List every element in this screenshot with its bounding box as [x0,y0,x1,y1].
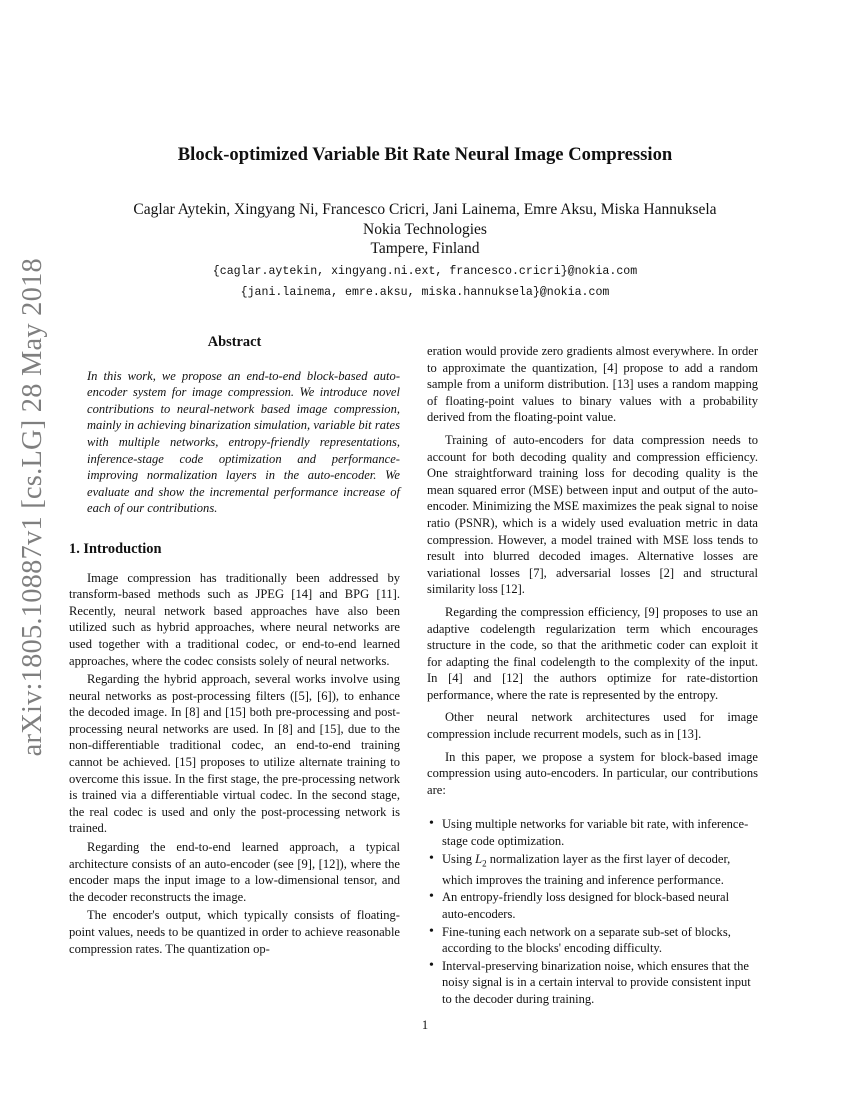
author-block [0,200,850,259]
body-paragraph: In this paper, we propose a system for block-based image compression using auto-encoders. In particular, our contributions are: [427,749,758,797]
abstract-body [69,368,400,517]
paper-title: Block-optimized Variable Bit Rate Neural Image Compression [177,144,673,165]
section-heading-introduction: 1. Introduction [69,540,162,557]
left-column [69,334,400,957]
email-line: {caglar.aytekin, xingyang.ni.ext, francesco.cricri}@nokia.com [212,265,638,278]
body-paragraph: Training of auto-encoders for data compression needs to account for both decoding quality and compression efficiency. One straightforward training loss for decoding quality is the mean squared error (MSE) between input and output of the auto-encoder. Minimizing the MSE maximizes the peak signal to noise ratio (PSNR), which is a widely used evaluation metric in data compression. However, a model trained with MSE loss tends to result into blurred decoded images. Alternative losses are variational losses [7], adversarial losses [2] and structural similarity loss [12]. [427,432,758,597]
affiliation: Nokia Technologies [363,220,487,238]
list-item: • An entropy-friendly loss designed for block-based neural auto-encoders. [427,889,758,922]
right-column [427,343,758,1008]
intro-paragraph: Regarding the hybrid approach, several works involve using neural networks as post-processing filters ([5], [6]), to enhance the decoded image. In [8] and [15] both pre-processing and post-processing neural networks are used. In [8] and [15], due to the non-differentiable traditional codec, an end-to-end training cannot be achieved. [15] proposes to utilize alternate training to overcome this issue. In the first stage, the pre-processing network is trained via a differentiable virtual codec. In the second stage, the real codec is used and only the post-processing network is trained. [69,672,400,836]
list-item-prefix: Using [442,851,476,866]
math-subscript: 2 [482,858,487,869]
email-line: {jani.lainema, emre.aksu, miska.hannuksela}@nokia.com [240,286,610,299]
body-paragraph: Other neural network architectures used for image compression include recurrent models, such as in [13]. [427,710,758,742]
body-paragraph: Regarding the compression efficiency, [9] proposes to use an adaptive codelength regularization term which encourages structure in the code, so that the arithmetic coder can exploit it for adapting the final codelength to the complexity of the input. In [4] and [12] the authors optimize for rate-distortion performance, where the rate is represented by the entropy. [427,604,758,702]
intro-paragraph: Image compression has traditionally been addressed by transform-based methods such as JPEG [14] and BPG [11]. Recently, neural network based approaches have also been utilized such as hybrid approaches, where neural networks are used together with a traditional codec, or end-to-end learned approaches, where the codec consists solely of neural networks. [69,570,400,668]
arxiv-identifier: arXiv:1805.10887v1 [cs.LG] 28 May 2018 [17,258,48,757]
email-block [0,261,850,303]
list-item: • Using multiple networks for variable bit rate, with inference-stage code optimization. [427,816,758,849]
list-item [427,851,758,889]
math-symbol: L [475,851,483,866]
list-item: • Interval-preserving binarization noise, which ensures that the noisy signal is in a certain interval to provide consistent input to the decoder during training. [427,958,758,1008]
contribution-list [427,816,758,1007]
abstract-text: In this work, we propose an end-to-end block-based auto-encoder system for image compression. We introduce novel contributions to neural-network based image compression, mainly in achieving binarization simulation, variable bit rates with multiple networks, entropy-friendly representations, inference-stage code optimization and performance-improving normalization layers in the auto-encoder. We evaluate and show the incremental performance increase of each of our contributions. [87,368,400,516]
intro-paragraph: The encoder's output, which typically consists of floating-point values, needs to be quantized in order to achieve reasonable compression rates. The quantization op- [69,908,400,956]
location: Tampere, Finland [370,240,480,257]
list-item: • Fine-tuning each network on a separate sub-set of blocks, according to the blocks' encoding difficulty. [427,924,758,957]
abstract-heading: Abstract [207,334,262,350]
intro-paragraph: Regarding the end-to-end learned approach, a typical architecture consists of an auto-encoder (see [9], [12]), where the encoder maps the input image to a low-dimensional tensor, and the decoder reconstructs the image. [69,840,400,904]
author-list: Caglar Aytekin, Xingyang Ni, Francesco Cricri, Jani Lainema, Emre Aksu, Miska Hannuksela [133,201,717,218]
page-number: 1 [421,1018,429,1032]
list-item-text: normalization layer as the first layer of decoder, which improves the training and inference performance. [442,851,731,887]
body-paragraph: eration would provide zero gradients almost everywhere. In order to approximate the quantization, [4] propose to add a random sample from a uniform distribution. [13] uses a random mapping of floating-point values to binary values with a probability derived from the floating-point value. [427,344,758,425]
